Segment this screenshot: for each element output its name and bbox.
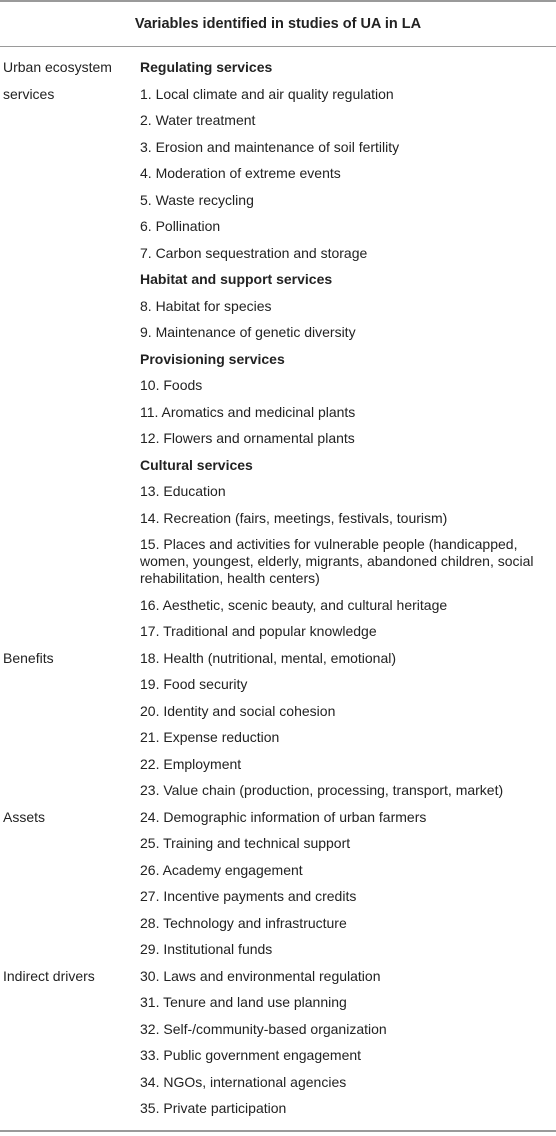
table-row — [0, 804, 556, 831]
category-cell: Indirect drivers — [3, 967, 95, 984]
table-row — [0, 399, 556, 426]
variable-cell: 34. NGOs, international agencies — [140, 1073, 347, 1090]
category-cell — [0, 160, 140, 187]
variable-cell: 15. Places and activities for vulnerable people (handicapped, women, youngest, elderly, migrants, abandoned children, social rehabilitation, health centers) — [140, 536, 534, 586]
table-row — [0, 724, 556, 751]
table-row — [0, 134, 556, 161]
table-row — [0, 505, 556, 532]
table-row — [0, 830, 556, 857]
category-cell — [0, 698, 140, 725]
category-cell — [0, 1016, 140, 1043]
table-row — [0, 671, 556, 698]
category-cell — [0, 187, 140, 214]
variable-cell: 6. Pollination — [140, 218, 221, 234]
table-row — [0, 531, 556, 592]
table-row — [0, 266, 556, 293]
table-row — [0, 240, 556, 267]
variable-cell: 25. Training and technical support — [140, 835, 351, 851]
category-cell — [0, 372, 140, 399]
table-row — [0, 452, 556, 479]
variable-cell: 27. Incentive payments and credits — [140, 888, 357, 904]
variable-cell: 12. Flowers and ornamental plants — [140, 430, 355, 446]
table-row — [0, 936, 556, 963]
category-cell — [0, 478, 140, 505]
table-row — [0, 857, 556, 884]
category-cell — [0, 213, 140, 240]
variable-cell: 13. Education — [140, 483, 226, 499]
variable-cell: 9. Maintenance of genetic diversity — [140, 324, 356, 340]
table-row — [0, 963, 556, 990]
table-row — [0, 1095, 556, 1122]
table-row — [0, 1069, 556, 1096]
table-row — [0, 160, 556, 187]
variable-cell: 14. Recreation (fairs, meetings, festivals, tourism) — [140, 509, 448, 526]
category-cell — [0, 857, 140, 884]
category-cell — [0, 671, 140, 698]
category-cell — [0, 293, 140, 320]
category-cell — [0, 240, 140, 267]
table-bottom-rule — [0, 1130, 556, 1132]
category-cell — [0, 1042, 140, 1069]
variable-cell: 16. Aesthetic, scenic beauty, and cultural heritage — [140, 596, 448, 613]
variable-cell: 31. Tenure and land use planning — [140, 994, 347, 1010]
category-cell: Benefits — [3, 649, 54, 666]
variable-cell: 22. Employment — [140, 755, 242, 772]
variable-cell: 33. Public government engagement — [140, 1047, 362, 1063]
category-cell — [0, 618, 140, 645]
category-cell — [0, 989, 140, 1016]
category-cell — [0, 751, 140, 778]
variable-cell: 29. Institutional funds — [140, 941, 273, 957]
table-row — [0, 319, 556, 346]
category-cell — [0, 1069, 140, 1096]
category-cell — [0, 724, 140, 751]
category-cell — [0, 883, 140, 910]
section-heading: Cultural services — [140, 456, 253, 473]
table-row — [0, 751, 556, 778]
variable-cell: 21. Expense reduction — [140, 729, 280, 745]
variable-cell: 1. Local climate and air quality regulation — [140, 85, 394, 102]
header-rule — [0, 46, 556, 47]
category-cell — [0, 452, 140, 479]
table-row — [0, 346, 556, 373]
category-cell — [0, 346, 140, 373]
variable-cell: 23. Value chain (production, processing, transport, market) — [140, 782, 504, 798]
table-row — [0, 1042, 556, 1069]
category-cell — [0, 134, 140, 161]
variable-cell: 4. Moderation of extreme events — [140, 165, 341, 181]
table-row — [0, 81, 556, 108]
variable-cell: 10. Foods — [140, 377, 203, 393]
category-cell — [0, 1095, 140, 1122]
table-row — [0, 293, 556, 320]
variable-cell: 18. Health (nutritional, mental, emotional) — [140, 649, 397, 666]
table-row — [0, 698, 556, 725]
table-body — [0, 54, 556, 1122]
table-row — [0, 187, 556, 214]
category-cell — [0, 399, 140, 426]
table-row — [0, 478, 556, 505]
variable-cell: 7. Carbon sequestration and storage — [140, 244, 368, 261]
table-row — [0, 372, 556, 399]
variable-cell: 28. Technology and infrastructure — [140, 914, 347, 931]
category-cell — [0, 910, 140, 937]
table-row — [0, 777, 556, 804]
variable-cell: 5. Waste recycling — [140, 191, 254, 208]
category-cell: Assets — [3, 808, 46, 825]
variable-cell: 17. Traditional and popular knowledge — [140, 623, 377, 639]
table-row — [0, 883, 556, 910]
variable-cell: 2. Water treatment — [140, 112, 256, 128]
table-row — [0, 425, 556, 452]
variable-cell: 20. Identity and social cohesion — [140, 702, 336, 719]
section-heading: Regulating services — [140, 59, 273, 75]
table-row — [0, 54, 556, 81]
variable-cell: 8. Habitat for species — [140, 297, 272, 314]
table-title: Variables identified in studies of UA in LA — [134, 16, 422, 32]
table-row — [0, 989, 556, 1016]
category-cell: Urban ecosystem — [3, 59, 112, 75]
category-cell — [0, 936, 140, 963]
category-cell — [0, 505, 140, 532]
category-cell — [0, 531, 140, 592]
variable-cell: 24. Demographic information of urban farmers — [140, 808, 427, 825]
category-cell — [0, 266, 140, 293]
category-cell — [0, 425, 140, 452]
variable-cell: 35. Private participation — [140, 1100, 287, 1116]
table-row — [0, 592, 556, 619]
category-cell — [0, 830, 140, 857]
table-row — [0, 618, 556, 645]
variable-cell: 3. Erosion and maintenance of soil fertility — [140, 138, 400, 155]
table-row — [0, 1016, 556, 1043]
section-heading: Provisioning services — [140, 350, 285, 367]
category-cell — [0, 107, 140, 134]
variable-cell: 32. Self-/community-based organization — [140, 1020, 387, 1037]
category-cell — [0, 777, 140, 804]
category-cell — [0, 592, 140, 619]
table-row — [0, 645, 556, 672]
table-row — [0, 910, 556, 937]
table-row — [0, 213, 556, 240]
category-cell — [0, 319, 140, 346]
section-heading: Habitat and support services — [140, 271, 333, 287]
table-row — [0, 107, 556, 134]
variable-cell: 11. Aromatics and medicinal plants — [140, 403, 356, 420]
variable-cell: 30. Laws and environmental regulation — [140, 967, 381, 984]
variable-cell: 19. Food security — [140, 676, 248, 692]
variable-cell: 26. Academy engagement — [140, 861, 303, 878]
category-cell: services — [3, 85, 55, 102]
